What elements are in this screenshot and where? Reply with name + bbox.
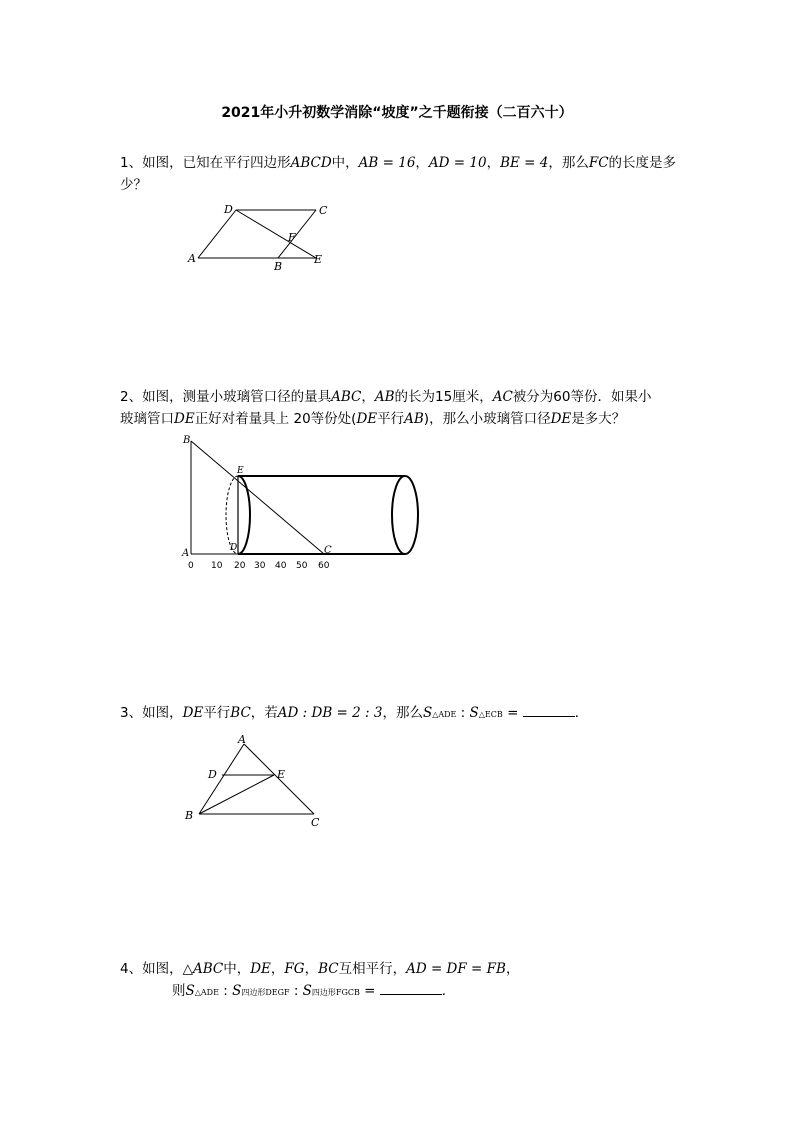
q3-sub-1: △ADE	[432, 710, 457, 719]
q1-abcd: ABCD	[290, 155, 332, 171]
q2-tick-40: 40	[275, 561, 287, 571]
q1-math-2: AD = 10	[428, 155, 487, 171]
q2-line-bc	[191, 441, 324, 554]
q2-tick-10: 10	[211, 561, 223, 571]
q4-triangle: △ABC	[182, 961, 224, 977]
q4-sep-2: ，	[304, 961, 319, 977]
q1-label-e: E	[314, 253, 323, 266]
q3-text-1: 如图，	[142, 705, 183, 721]
q2-label-b: B	[183, 435, 191, 446]
q4-s-1: S	[185, 983, 195, 999]
q1-text-5: 少？	[120, 177, 147, 193]
q2-sep: ，	[361, 389, 375, 405]
q2-de: DE	[174, 411, 195, 427]
q2-label-e: E	[237, 466, 244, 476]
q1-number: 1、	[120, 155, 143, 171]
q1-label-d: D	[224, 203, 233, 216]
q3-label-b: B	[185, 809, 194, 822]
q4-text-1: 如图，	[142, 961, 183, 977]
q4-de: DE	[250, 961, 271, 977]
q2-de-3: DE	[550, 411, 572, 427]
q4-sub-1: △ADE	[194, 988, 219, 997]
q3-ratio: AD : DB = 2 : 3	[277, 705, 383, 721]
q1-fc: FC	[588, 155, 609, 171]
q2-tick-20: 20	[234, 561, 246, 571]
q4-answer-blank	[380, 982, 442, 995]
q4-sep-3: ，	[505, 961, 520, 977]
page-title: 2021年小升初数学消除“坡度”之千题衔接（二百六十）	[221, 105, 573, 121]
question-3-text	[120, 702, 680, 726]
q2-text-3: 被分为60等份．如果小	[512, 389, 652, 405]
q4-s-3: S	[302, 983, 312, 999]
q3-s-2: S	[469, 705, 479, 721]
q4-sub-2: 四边形DEGF	[241, 988, 290, 997]
q3-sub-2: △ECB	[478, 710, 503, 719]
q4-eq: =	[359, 983, 380, 999]
q1-label-f: F	[288, 231, 296, 244]
q2-ac: AC	[492, 389, 513, 405]
q4-end: ．	[441, 983, 456, 999]
q4-sep-1: ，	[270, 961, 285, 977]
q2-abc: ABC	[331, 389, 362, 405]
q2-ab: AB	[374, 389, 395, 405]
q2-ab-2: AB	[404, 411, 424, 427]
q3-text-3: ，若	[250, 705, 278, 721]
q1-text-2: 中，	[331, 155, 359, 171]
q2-text-4: 玻璃管口	[120, 411, 174, 427]
q2-de-2: DE	[356, 411, 378, 427]
q1-line-cb	[278, 210, 316, 258]
q2-tick-50: 50	[296, 561, 308, 571]
q1-figure	[180, 198, 340, 278]
q3-s-1: S	[422, 705, 433, 721]
q2-tube-right-end	[392, 476, 418, 554]
q2-text-1: 如图，测量小玻璃管口径的量具	[142, 389, 332, 405]
q2-number: 2、	[120, 389, 143, 405]
q1-math-3: BE = 4	[500, 155, 549, 171]
q1-line-ad	[198, 210, 236, 258]
q3-colon: :	[456, 705, 470, 721]
q3-de: DE	[182, 705, 204, 721]
q2-text-8: 是多大？	[571, 411, 626, 427]
q2-tick-30: 30	[254, 561, 266, 571]
q2-text-2: 的长为15厘米，	[394, 389, 493, 405]
q1-text-4: 的长度是多	[608, 155, 677, 171]
q1-label-b: B	[274, 260, 283, 273]
q3-end: ．	[574, 705, 589, 721]
q2-label-c: C	[324, 545, 332, 556]
q3-number: 3、	[120, 705, 143, 721]
q3-line-ab	[199, 744, 244, 814]
q1-math-1: AB = 16	[358, 155, 416, 171]
q2-label-d: D	[230, 543, 238, 553]
q3-label-c: C	[311, 816, 320, 829]
q1-label-a: A	[188, 252, 196, 265]
q4-colon-2: :	[289, 983, 303, 999]
q1-sep-1: ，	[415, 155, 429, 171]
q3-text-4: ，那么	[382, 705, 423, 721]
q3-bc: BC	[230, 705, 251, 721]
q3-label-a: A	[238, 733, 246, 746]
question-4-text	[120, 958, 680, 1004]
q2-text-6: 平行	[377, 411, 405, 427]
q1-line-de	[236, 210, 316, 258]
q2-text-5: 正好对着量具上 20等份处(	[194, 411, 357, 427]
q4-sub-3: 四边形FGCB	[311, 988, 360, 997]
q2-tick-0: 0	[188, 561, 194, 571]
q3-eq: =	[502, 705, 523, 721]
question-1-text	[120, 152, 680, 196]
q3-label-e: E	[277, 768, 286, 781]
q3-figure	[178, 728, 338, 830]
q4-text-4: 则	[172, 983, 186, 999]
q3-answer-blank	[523, 704, 575, 717]
q2-figure	[178, 432, 428, 574]
q4-text-3: 互相平行，	[338, 961, 407, 977]
q4-number: 4、	[120, 961, 143, 977]
q4-text-2: 中，	[223, 961, 251, 977]
q1-sep-2: ，	[486, 155, 501, 171]
q1-text-1: 如图，已知在平行四边形	[142, 155, 291, 171]
q4-bc: BC	[318, 961, 339, 977]
q2-label-a: A	[182, 548, 190, 559]
question-2-text	[120, 386, 680, 430]
q2-tick-60: 60	[318, 561, 330, 571]
q4-s-2: S	[232, 983, 242, 999]
q4-equalities: AD = DF = FB	[406, 961, 506, 977]
q4-fg: FG	[284, 961, 305, 977]
q2-tube-left-front	[238, 476, 250, 554]
q1-text-3: ，那么	[548, 155, 589, 171]
q3-text-2: 平行	[203, 705, 231, 721]
q3-label-d: D	[208, 768, 217, 781]
q2-text-7: )，那么小玻璃管口径	[423, 411, 551, 427]
q4-colon-1: :	[218, 983, 233, 999]
q1-label-c: C	[319, 204, 328, 217]
